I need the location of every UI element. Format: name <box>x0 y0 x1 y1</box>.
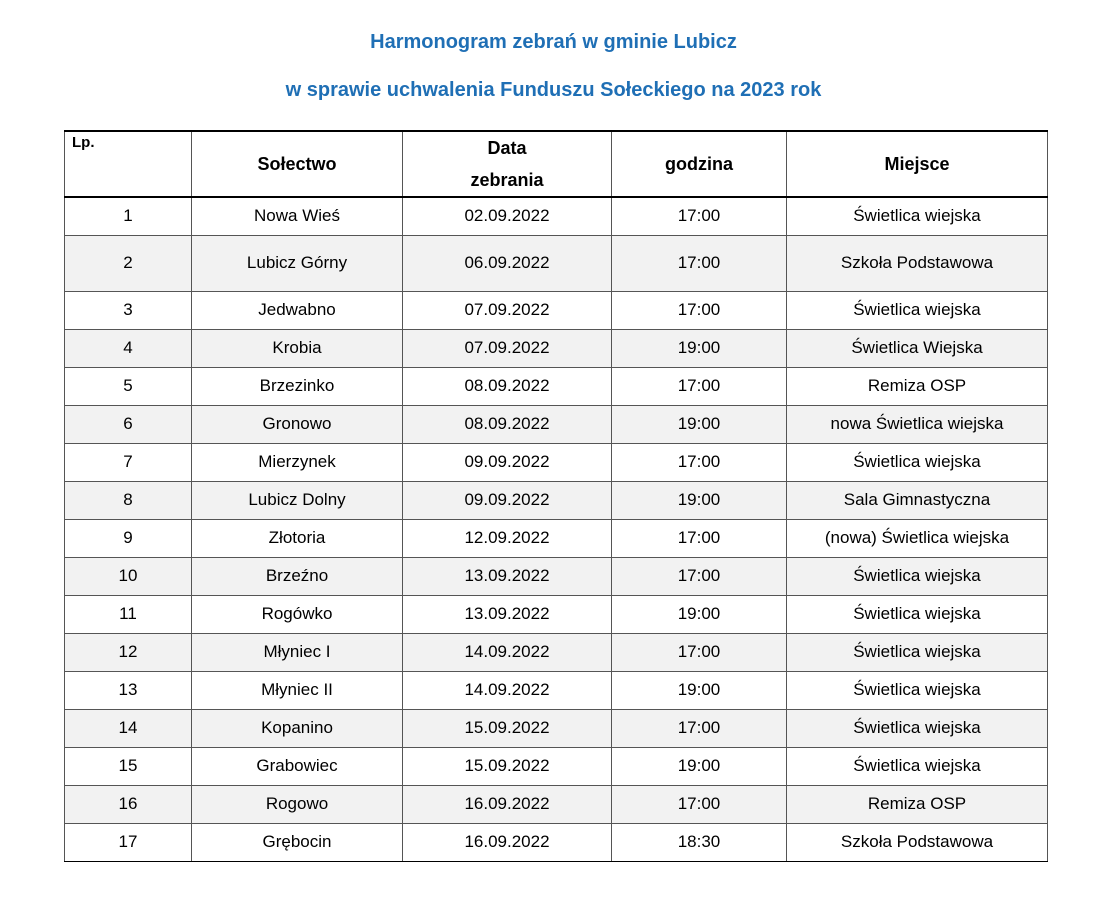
cell-miejsce: Remiza OSP <box>787 785 1048 823</box>
cell-godzina: 17:00 <box>612 785 787 823</box>
cell-miejsce: Świetlica wiejska <box>787 197 1048 235</box>
cell-miejsce: Świetlica wiejska <box>787 633 1048 671</box>
cell-lp: 4 <box>65 329 192 367</box>
cell-lp: 8 <box>65 481 192 519</box>
cell-data: 02.09.2022 <box>403 197 612 235</box>
table-row <box>65 197 1048 235</box>
table-header <box>65 131 1048 197</box>
cell-lp: 2 <box>65 235 192 291</box>
cell-data: 15.09.2022 <box>403 709 612 747</box>
cell-godzina: 17:00 <box>612 557 787 595</box>
cell-godzina: 17:00 <box>612 443 787 481</box>
cell-godzina: 17:00 <box>612 709 787 747</box>
table-row <box>65 595 1048 633</box>
cell-data: 14.09.2022 <box>403 633 612 671</box>
cell-data: 16.09.2022 <box>403 823 612 861</box>
cell-lp: 11 <box>65 595 192 633</box>
cell-data: 15.09.2022 <box>403 747 612 785</box>
cell-solectwo: Złotoria <box>192 519 403 557</box>
cell-godzina: 19:00 <box>612 671 787 709</box>
cell-lp: 12 <box>65 633 192 671</box>
cell-miejsce: (nowa) Świetlica wiejska <box>787 519 1048 557</box>
header-data-line1: Data <box>487 138 527 158</box>
table-row <box>65 481 1048 519</box>
table-row <box>65 405 1048 443</box>
cell-lp: 5 <box>65 367 192 405</box>
cell-miejsce: Świetlica wiejska <box>787 557 1048 595</box>
header-godzina: godzina <box>612 131 787 197</box>
table-row <box>65 291 1048 329</box>
cell-lp: 1 <box>65 197 192 235</box>
table-row <box>65 633 1048 671</box>
cell-data: 13.09.2022 <box>403 595 612 633</box>
cell-godzina: 17:00 <box>612 519 787 557</box>
table-body <box>65 197 1048 861</box>
cell-data: 13.09.2022 <box>403 557 612 595</box>
cell-miejsce: Szkoła Podstawowa <box>787 235 1048 291</box>
cell-lp: 16 <box>65 785 192 823</box>
cell-data: 07.09.2022 <box>403 329 612 367</box>
header-lp: Lp. <box>65 131 192 197</box>
cell-solectwo: Rogowo <box>192 785 403 823</box>
cell-miejsce: Świetlica wiejska <box>787 709 1048 747</box>
cell-solectwo: Mierzynek <box>192 443 403 481</box>
cell-solectwo: Kopanino <box>192 709 403 747</box>
cell-godzina: 17:00 <box>612 367 787 405</box>
table-row <box>65 367 1048 405</box>
cell-godzina: 19:00 <box>612 747 787 785</box>
table-row <box>65 557 1048 595</box>
cell-data: 12.09.2022 <box>403 519 612 557</box>
cell-godzina: 17:00 <box>612 633 787 671</box>
header-solectwo: Sołectwo <box>192 131 403 197</box>
table-row <box>65 671 1048 709</box>
cell-godzina: 19:00 <box>612 595 787 633</box>
cell-data: 14.09.2022 <box>403 671 612 709</box>
cell-lp: 15 <box>65 747 192 785</box>
cell-data: 07.09.2022 <box>403 291 612 329</box>
meeting-schedule-table <box>64 130 1048 862</box>
table-row <box>65 709 1048 747</box>
cell-solectwo: Młyniec I <box>192 633 403 671</box>
cell-solectwo: Lubicz Górny <box>192 235 403 291</box>
cell-miejsce: Szkoła Podstawowa <box>787 823 1048 861</box>
cell-miejsce: Świetlica wiejska <box>787 747 1048 785</box>
cell-godzina: 17:00 <box>612 235 787 291</box>
cell-lp: 10 <box>65 557 192 595</box>
cell-data: 08.09.2022 <box>403 367 612 405</box>
document-title: Harmonogram zebrań w gminie Lubicz <box>370 31 737 53</box>
cell-miejsce: Świetlica wiejska <box>787 291 1048 329</box>
table-row <box>65 785 1048 823</box>
cell-lp: 14 <box>65 709 192 747</box>
cell-miejsce: Remiza OSP <box>787 367 1048 405</box>
cell-godzina: 17:00 <box>612 291 787 329</box>
table-row <box>65 443 1048 481</box>
cell-godzina: 18:30 <box>612 823 787 861</box>
cell-data: 16.09.2022 <box>403 785 612 823</box>
cell-lp: 13 <box>65 671 192 709</box>
cell-godzina: 17:00 <box>612 197 787 235</box>
table-row <box>65 235 1048 291</box>
cell-godzina: 19:00 <box>612 481 787 519</box>
cell-lp: 17 <box>65 823 192 861</box>
cell-lp: 9 <box>65 519 192 557</box>
cell-solectwo: Jedwabno <box>192 291 403 329</box>
cell-lp: 3 <box>65 291 192 329</box>
table-row <box>65 519 1048 557</box>
table-row <box>65 329 1048 367</box>
cell-solectwo: Nowa Wieś <box>192 197 403 235</box>
cell-lp: 6 <box>65 405 192 443</box>
cell-godzina: 19:00 <box>612 405 787 443</box>
cell-miejsce: Świetlica wiejska <box>787 443 1048 481</box>
header-miejsce: Miejsce <box>787 131 1048 197</box>
cell-solectwo: Brzezinko <box>192 367 403 405</box>
cell-lp: 7 <box>65 443 192 481</box>
cell-solectwo: Rogówko <box>192 595 403 633</box>
cell-godzina: 19:00 <box>612 329 787 367</box>
cell-solectwo: Gronowo <box>192 405 403 443</box>
cell-solectwo: Grębocin <box>192 823 403 861</box>
cell-data: 09.09.2022 <box>403 481 612 519</box>
cell-data: 06.09.2022 <box>403 235 612 291</box>
header-data <box>403 131 612 197</box>
cell-solectwo: Brzeźno <box>192 557 403 595</box>
cell-solectwo: Młyniec II <box>192 671 403 709</box>
document-subtitle: w sprawie uchwalenia Funduszu Sołeckiego na 2023 rok <box>285 79 822 101</box>
table-row <box>65 823 1048 861</box>
cell-miejsce: Świetlica wiejska <box>787 595 1048 633</box>
cell-miejsce: nowa Świetlica wiejska <box>787 405 1048 443</box>
cell-miejsce: Sala Gimnastyczna <box>787 481 1048 519</box>
cell-data: 09.09.2022 <box>403 443 612 481</box>
cell-miejsce: Świetlica Wiejska <box>787 329 1048 367</box>
cell-solectwo: Krobia <box>192 329 403 367</box>
header-data-line2: zebrania <box>470 170 544 190</box>
header-row <box>65 131 1048 197</box>
cell-data: 08.09.2022 <box>403 405 612 443</box>
table-row <box>65 747 1048 785</box>
cell-solectwo: Lubicz Dolny <box>192 481 403 519</box>
cell-miejsce: Świetlica wiejska <box>787 671 1048 709</box>
cell-solectwo: Grabowiec <box>192 747 403 785</box>
